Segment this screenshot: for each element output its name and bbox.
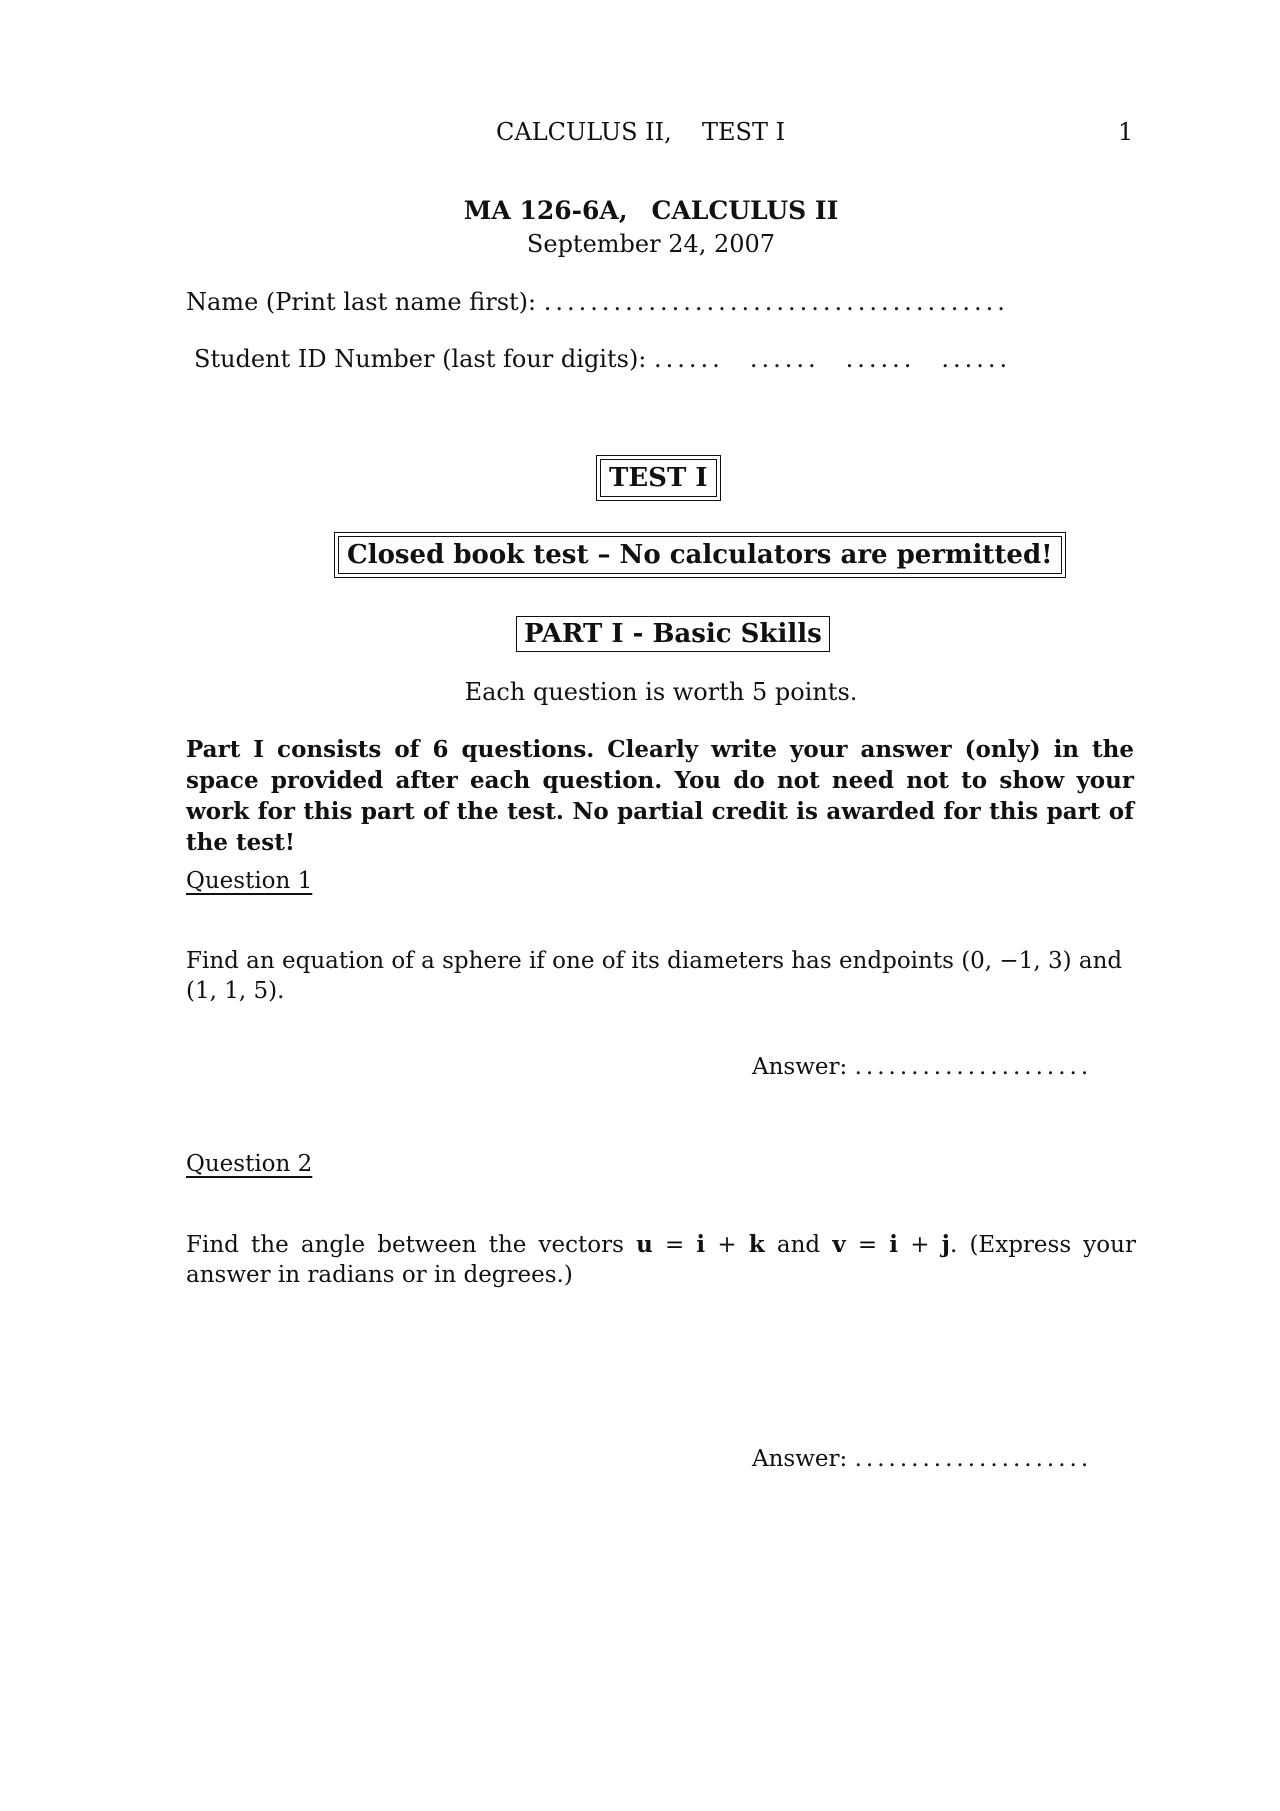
- q2-text-part: =: [845, 1232, 890, 1258]
- part-title: PART I - Basic Skills: [516, 616, 830, 652]
- question-1-text: Find an equation of a sphere if one of its diameters has endpoints (0, −1, 3) and (1, 1, 5).: [186, 948, 1123, 1004]
- answer-dotted-line[interactable]: .....................: [854, 1054, 1093, 1080]
- id-digit-blank[interactable]: ......: [941, 345, 1012, 373]
- q2-text-part: . (Express your answer in radians or in degrees.): [186, 1232, 1136, 1288]
- course-name: CALCULUS II: [651, 196, 839, 225]
- closed-book-notice: Closed book test – No calculators are permitted!: [338, 536, 1062, 574]
- test-title: TEST I: [600, 459, 717, 497]
- q2-text-part: +: [898, 1232, 942, 1258]
- student-id-dotted-lines[interactable]: [654, 345, 1037, 373]
- running-header-title: CALCULUS II,: [496, 118, 672, 146]
- question-1-answer[interactable]: [752, 1054, 1092, 1080]
- exam-date: September 24, 2007: [526, 230, 776, 258]
- q2-text-part: =: [652, 1232, 697, 1258]
- vector-u: u: [636, 1231, 653, 1258]
- answer-label: Answer:: [752, 1446, 848, 1472]
- answer-label: Answer:: [752, 1054, 848, 1080]
- student-id-field[interactable]: [194, 345, 1037, 373]
- question-2-answer[interactable]: [752, 1446, 1092, 1472]
- vector-i: i: [696, 1231, 706, 1258]
- vector-i: i: [889, 1231, 899, 1258]
- vector-j: j: [941, 1231, 950, 1258]
- question-2-text: [186, 1230, 1136, 1290]
- question-1-heading: Question 1: [186, 868, 313, 894]
- closed-book-box: [334, 532, 1066, 578]
- name-field[interactable]: [186, 288, 1009, 316]
- id-digit-blank[interactable]: ......: [845, 345, 916, 373]
- q2-text-part: and: [764, 1232, 833, 1258]
- question-2-heading: Question 2: [186, 1151, 313, 1177]
- course-title: [0, 196, 1280, 225]
- q2-text-part: +: [705, 1232, 749, 1258]
- id-digit-blank[interactable]: ......: [749, 345, 820, 373]
- q2-text-part: Find the angle between the vectors: [186, 1232, 637, 1258]
- page-number: 1: [1118, 118, 1134, 146]
- vector-v: v: [832, 1231, 846, 1258]
- points-note: Each question is worth 5 points.: [464, 678, 858, 706]
- instructions: Part I consists of 6 questions. Clearly write your answer (only) in the space provided after each question. You do not need not to show your work for this part of the test. No partial credit is awarded for this part of the test!: [186, 736, 1134, 856]
- student-id-label: Student ID Number (last four digits):: [194, 345, 647, 373]
- answer-dotted-line[interactable]: .....................: [854, 1446, 1093, 1472]
- course-code: MA 126-6A,: [463, 196, 628, 225]
- vector-k: k: [748, 1231, 765, 1258]
- running-header-test: TEST I: [702, 118, 786, 146]
- test-title-box: [596, 455, 721, 501]
- id-digit-blank[interactable]: ......: [654, 345, 724, 373]
- name-label: Name (Print last name first):: [186, 288, 537, 316]
- name-dotted-line[interactable]: ........................................: [543, 288, 1009, 316]
